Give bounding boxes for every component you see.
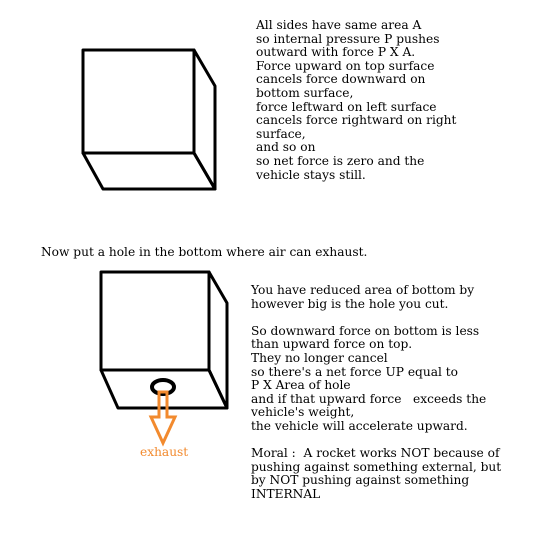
- text-line: so net force is zero and the: [256, 153, 425, 168]
- text-line: and if that upward force exceeds the: [251, 391, 487, 406]
- text-line: bottom surface,: [256, 85, 354, 100]
- open-vehicle-explanation: [251, 284, 501, 502]
- text-line: All sides have same area A: [256, 18, 422, 32]
- text-line: P X Area of hole: [251, 378, 351, 393]
- text-line: vehicle stays still.: [256, 167, 366, 182]
- text-line: Moral : A rocket works NOT because of: [251, 446, 500, 461]
- text-line: surface,: [256, 126, 306, 141]
- exhaust-arrow-icon: [151, 392, 175, 443]
- text-line: than upward force on top.: [251, 337, 413, 352]
- closed-vehicle-explanation: [256, 19, 456, 182]
- text-line: pushing against something external, but: [251, 459, 502, 474]
- open-cube-front: [101, 272, 209, 370]
- text-line: by NOT pushing against something: [251, 473, 470, 488]
- exhaust-label: exhaust: [140, 445, 189, 459]
- text-line: outward with force P X A.: [256, 45, 416, 60]
- text-line: cancels force downward on: [256, 72, 426, 87]
- text-line: the vehicle will accelerate upward.: [251, 418, 468, 433]
- text-line: so internal pressure P pushes: [256, 31, 440, 46]
- text-line: so there's a net force UP equal to: [251, 364, 458, 379]
- hole-instruction: Now put a hole in the bottom where air can exhaust.: [41, 245, 368, 259]
- text-line: vehicle's weight,: [251, 405, 355, 420]
- text-line: and so on: [256, 140, 316, 155]
- text-line: force leftward on left surface: [256, 99, 437, 114]
- text-line: They no longer cancel: [251, 350, 388, 365]
- text-line: You have reduced area of bottom by: [251, 283, 475, 297]
- text-line: So downward force on bottom is less: [251, 323, 480, 338]
- text-line: however big is the hole you cut.: [251, 296, 449, 311]
- text-line: Force upward on top surface: [256, 58, 435, 73]
- closed-cube-front: [83, 50, 194, 153]
- text-line: INTERNAL: [251, 486, 321, 501]
- text-line: cancels force rightward on right: [256, 113, 457, 128]
- closed-cube: [83, 50, 215, 189]
- closed-cube-bottom: [83, 153, 215, 189]
